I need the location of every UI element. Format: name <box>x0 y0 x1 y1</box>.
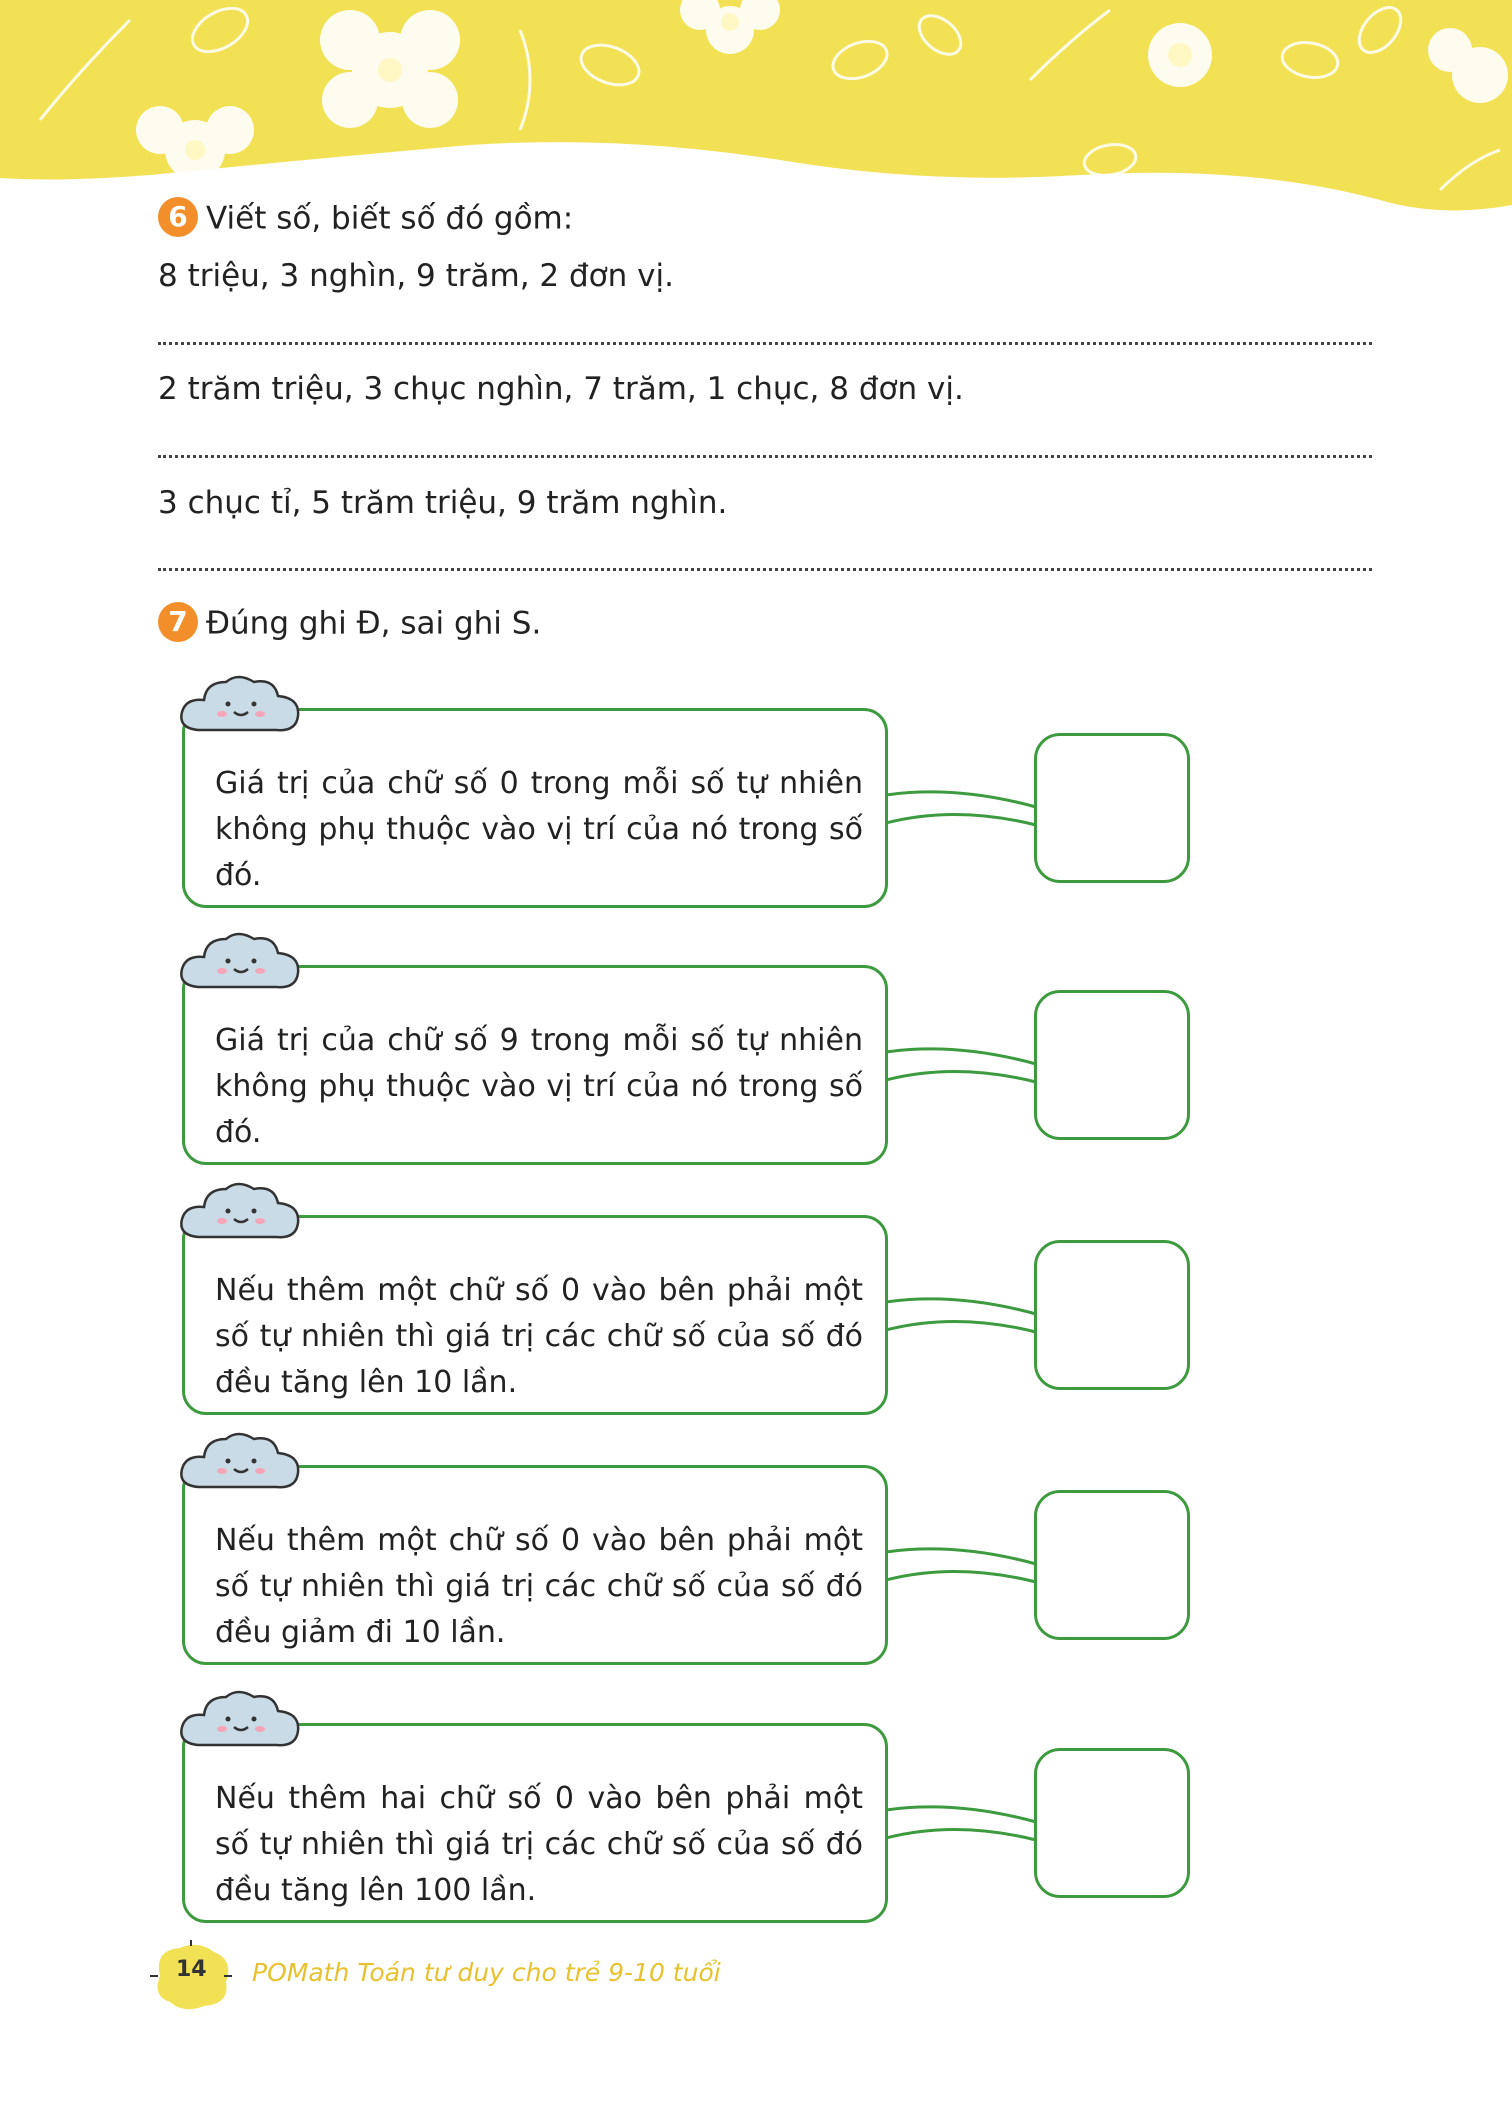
smiling-cloud-icon <box>176 1175 306 1253</box>
connector-lines <box>886 783 1038 833</box>
smiling-cloud-icon <box>176 1425 306 1503</box>
exercise-6-item-3: 3 chục tỉ, 5 trăm triệu, 9 trăm nghìn. <box>158 485 728 521</box>
page-number: 14 <box>176 1957 207 1982</box>
statement-text: Nếu thêm một chữ số 0 vào bên phải một số tự nhiên thì giá trị các chữ số của số đó đều giảm đi 10 lần. <box>215 1523 863 1650</box>
exercise-6-title: Viết số, biết số đó gồm: <box>206 200 574 237</box>
exercise-6-item-1: 8 triệu, 3 nghìn, 9 trăm, 2 đơn vị. <box>158 258 674 294</box>
exercise-7-title: Đúng ghi Đ, sai ghi S. <box>206 605 542 642</box>
smiling-cloud-icon <box>176 668 306 746</box>
exercise-6-item-2: 2 trăm triệu, 3 chục nghìn, 7 trăm, 1 chục, 8 đơn vị. <box>158 371 964 407</box>
statement-text: Giá trị của chữ số 0 trong mỗi số tự nhiên không phụ thuộc vào vị trí của nó trong số đó. <box>215 766 863 893</box>
exercise-7-heading <box>158 605 541 645</box>
exercise-7-number-badge: 7 <box>158 602 198 642</box>
answer-line-2[interactable] <box>158 455 1372 458</box>
answer-line-3[interactable] <box>158 568 1372 571</box>
answer-box-2[interactable] <box>1034 990 1190 1140</box>
smiling-cloud-icon <box>176 925 306 1003</box>
connector-lines <box>886 1540 1038 1590</box>
smiling-cloud-icon <box>176 1683 306 1761</box>
exercise-6-heading <box>158 200 573 240</box>
book-title: POMath Toán tư duy cho trẻ 9-10 tuổi <box>252 1958 721 1987</box>
connector-lines <box>886 1040 1038 1090</box>
answer-box-3[interactable] <box>1034 1240 1190 1390</box>
statement-text: Nếu thêm một chữ số 0 vào bên phải một số tự nhiên thì giá trị các chữ số của số đó đều tăng lên 10 lần. <box>215 1273 863 1400</box>
exercise-6-number-badge: 6 <box>158 197 198 237</box>
answer-box-1[interactable] <box>1034 733 1190 883</box>
answer-line-1[interactable] <box>158 342 1372 345</box>
connector-lines <box>886 1798 1038 1848</box>
statement-text: Giá trị của chữ số 9 trong mỗi số tự nhiên không phụ thuộc vào vị trí của nó trong số đó. <box>215 1023 863 1150</box>
answer-box-4[interactable] <box>1034 1490 1190 1640</box>
answer-box-5[interactable] <box>1034 1748 1190 1898</box>
statement-text: Nếu thêm hai chữ số 0 vào bên phải một số tự nhiên thì giá trị các chữ số của số đó đều tăng lên 100 lần. <box>215 1781 863 1908</box>
floral-header-banner <box>0 0 1512 230</box>
connector-lines <box>886 1290 1038 1340</box>
